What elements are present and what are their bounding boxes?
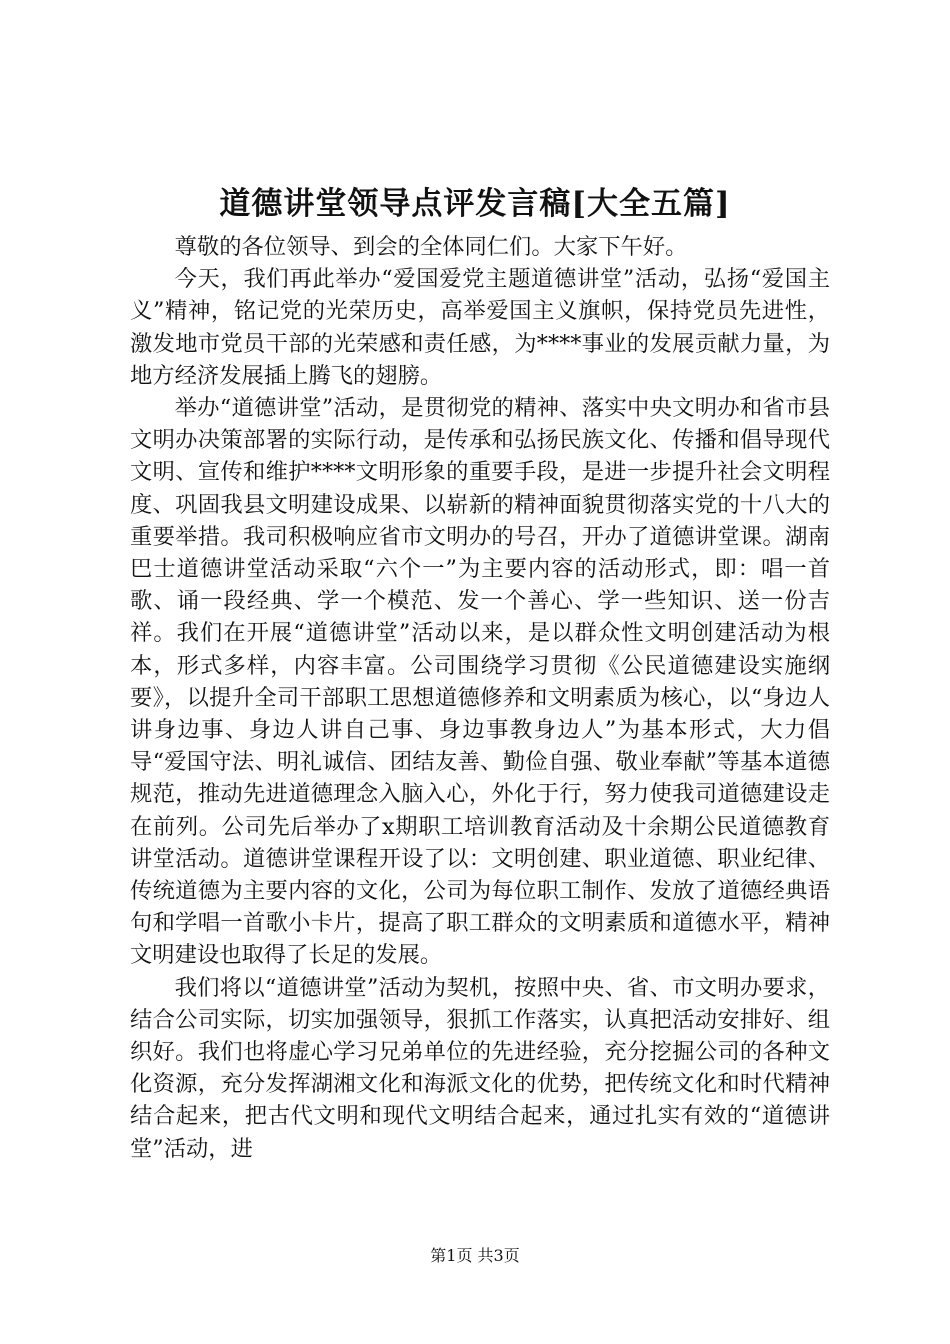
paragraph-opening: 今天，我们再此举办“爱国爱党主题道德讲堂”活动，弘扬“爱国主义”精神，铭记党的光荣历史，高举爱国主义旗帜，保持党员先进性，激发地市党员干部的光荣感和责任感，为****事业的发展贡献力量，为地方经济发展插上腾飞的翅膀。	[130, 266, 830, 389]
document-body	[130, 231, 830, 1165]
paragraph-closing: 我们将以“道德讲堂”活动为契机，按照中央、省、市文明办要求，结合公司实际，切实加强领导，狠抓工作落实，认真把活动安排好、组织好。我们也将虚心学习兄弟单位的先进经验，充分挖掘公司的各种文化资源，充分发挥湖湘文化和海派文化的优势，把传统文化和时代精神结合起来，把古代文明和现代文明结合起来，通过扎实有效的“道德讲堂”活动，进	[130, 974, 830, 1162]
page-indicator: 第1页 共3页	[430, 1246, 520, 1265]
page-footer	[0, 1245, 950, 1267]
document-title: 道德讲堂领导点评发言稿[大全五篇]	[219, 186, 731, 222]
paragraph-main: 举办“道德讲堂”活动，是贯彻党的精神、落实中央文明办和省市县文明办决策部署的实际行动，是传承和弘扬民族文化、传播和倡导现代文明、宣传和维护****文明形象的重要手段，是进一步提升社会文明程度、巩固我县文明建设成果、以崭新的精神面貌贯彻落实党的十八大的重要举措。我司积极响应省市文明办的号召，开办了道德讲堂课。湖南巴士道德讲堂活动采取“六个一”为主要内容的活动形式，即：唱一首歌、诵一段经典、学一个模范、发一个善心、学一些知识、送一份吉祥。我们在开展“道德讲堂”活动以来，是以群众性文明创建活动为根本，形式多样，内容丰富。公司围绕学习贯彻《公民道德建设实施纲要》，以提升全司干部职工思想道德修养和文明素质为核心，以“身边人讲身边事、身边人讲自己事、身边事教身边人”为基本形式，大力倡导“爱国守法、明礼诚信、团结友善、勤俭自强、敬业奉献”等基本道德规范，推动先进道德理念入脑入心，外化于行，努力使我司道德建设走在前列。公司先后举办了x期职工培训教育活动及十余期公民道德教育讲堂活动。道德讲堂课程开设了以：文明创建、职业道德、职业纪律、传统道德为主要内容的文化，公司为每位职工制作、发放了道德经典语句和学唱一首歌小卡片，提高了职工群众的文明素质和道德水平，精神文明建设也取得了长足的发展。	[130, 395, 830, 969]
paragraph-greeting: 尊敬的各位领导、到会的全体同仁们。大家下午好。	[174, 234, 688, 260]
